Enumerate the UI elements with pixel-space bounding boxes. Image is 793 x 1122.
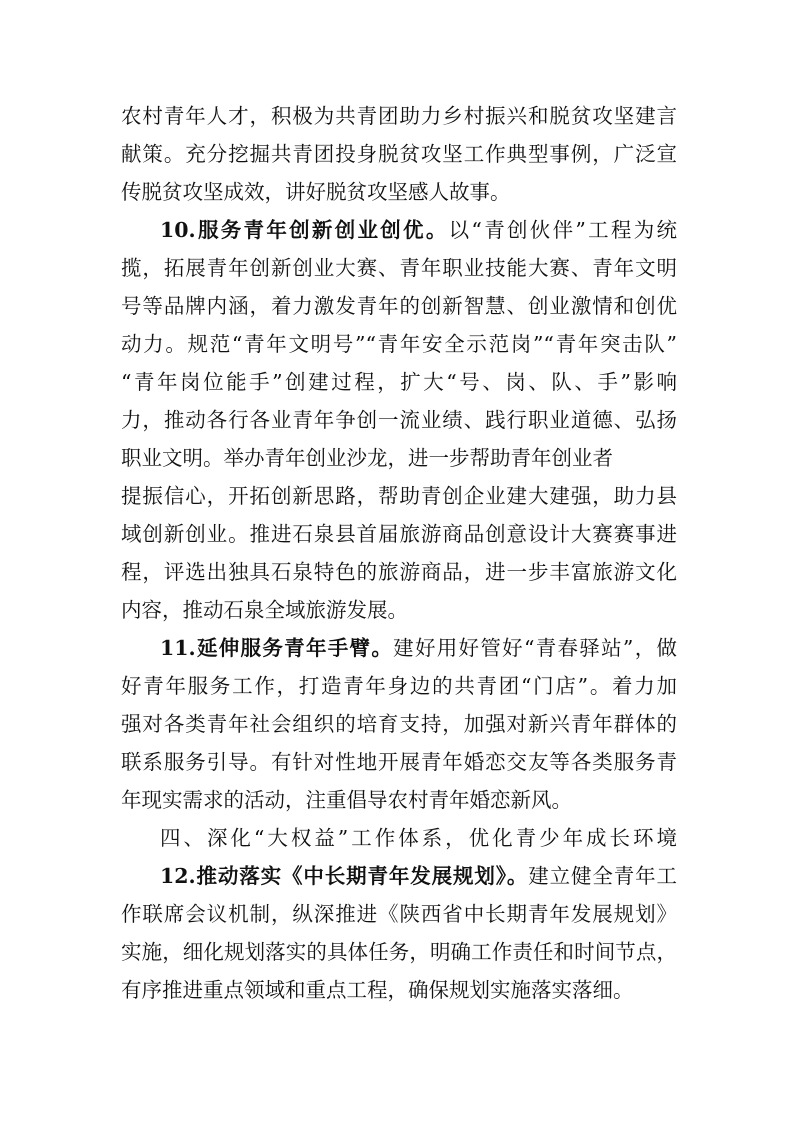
- paragraph-line: 域创新创业。推进石泉县首届旅游商品创意设计大赛赛事进: [121, 522, 677, 546]
- paragraph-line: 强对各类青年社会组织的培育支持，加强对新兴青年群体的: [121, 712, 677, 736]
- paragraph-line: 传脱贫攻坚成效，讲好脱贫攻坚感人故事。: [121, 180, 511, 204]
- paragraph-line: 内容，推动石泉全域旅游发展。: [121, 598, 408, 622]
- paragraph-line: “青年岗位能手”创建过程，扩大“号、岗、队、手”影响: [121, 370, 677, 394]
- section-11-text: 建好用好管好“青春驿站”，做: [393, 636, 677, 660]
- section-12-line: [160, 859, 677, 893]
- section-heading-4: 四、深化“大权益”工作体系，优化青少年成长环境: [160, 826, 677, 850]
- paragraph-line: 献策。充分挖掘共青团投身脱贫攻坚工作典型事例，广泛宣: [121, 142, 677, 166]
- paragraph-line: 动力。规范“青年文明号”“青年安全示范岗”“青年突击队”: [121, 332, 677, 356]
- paragraph-line: 提振信心，开拓创新思路，帮助青创企业建大建强，助力县: [121, 484, 677, 508]
- paragraph-line: 作联席会议机制，纵深推进《陕西省中长期青年发展规划》: [121, 902, 677, 926]
- paragraph-line: 揽，拓展青年创新创业大赛、青年职业技能大赛、青年文明: [121, 256, 677, 280]
- section-11-line: [160, 631, 677, 665]
- section-11-title: 11.延伸服务青年手臂。: [160, 636, 394, 660]
- paragraph-line: 职业文明。举办青年创业沙龙，进一步帮助青年创业者: [121, 446, 613, 470]
- paragraph-line: 力，推动各行各业青年争创一流业绩、践行职业道德、弘扬: [121, 408, 677, 432]
- paragraph-line: 联系服务引导。有针对性地开展青年婚恋交友等各类服务青: [121, 750, 677, 774]
- paragraph-line: 实施，细化规划落实的具体任务，明确工作责任和时间节点，: [121, 940, 677, 964]
- section-10-line: [160, 213, 677, 247]
- paragraph-line: 程，评选出独具石泉特色的旅游商品，进一步丰富旅游文化: [121, 560, 677, 584]
- section-12-title: 12.推动落实《中长期青年发展规划》。: [160, 864, 529, 888]
- section-12-text: 建立健全青年工: [528, 864, 678, 888]
- paragraph-line: 有序推进重点领域和重点工程，确保规划实施落实落细。: [121, 978, 634, 1002]
- section-10-text: 以“青创伙伴”工程为统: [448, 218, 677, 242]
- paragraph-line: 农村青年人才，积极为共青团助力乡村振兴和脱贫攻坚建言: [121, 104, 677, 128]
- paragraph-line: 年现实需求的活动，注重倡导农村青年婚恋新风。: [121, 788, 572, 812]
- paragraph-line: 好青年服务工作，打造青年身边的共青团“门店”。着力加: [121, 674, 677, 698]
- paragraph-line: 号等品牌内涵，着力激发青年的创新智慧、创业激情和创优: [121, 294, 677, 318]
- section-10-title: 10.服务青年创新创业创优。: [160, 218, 449, 242]
